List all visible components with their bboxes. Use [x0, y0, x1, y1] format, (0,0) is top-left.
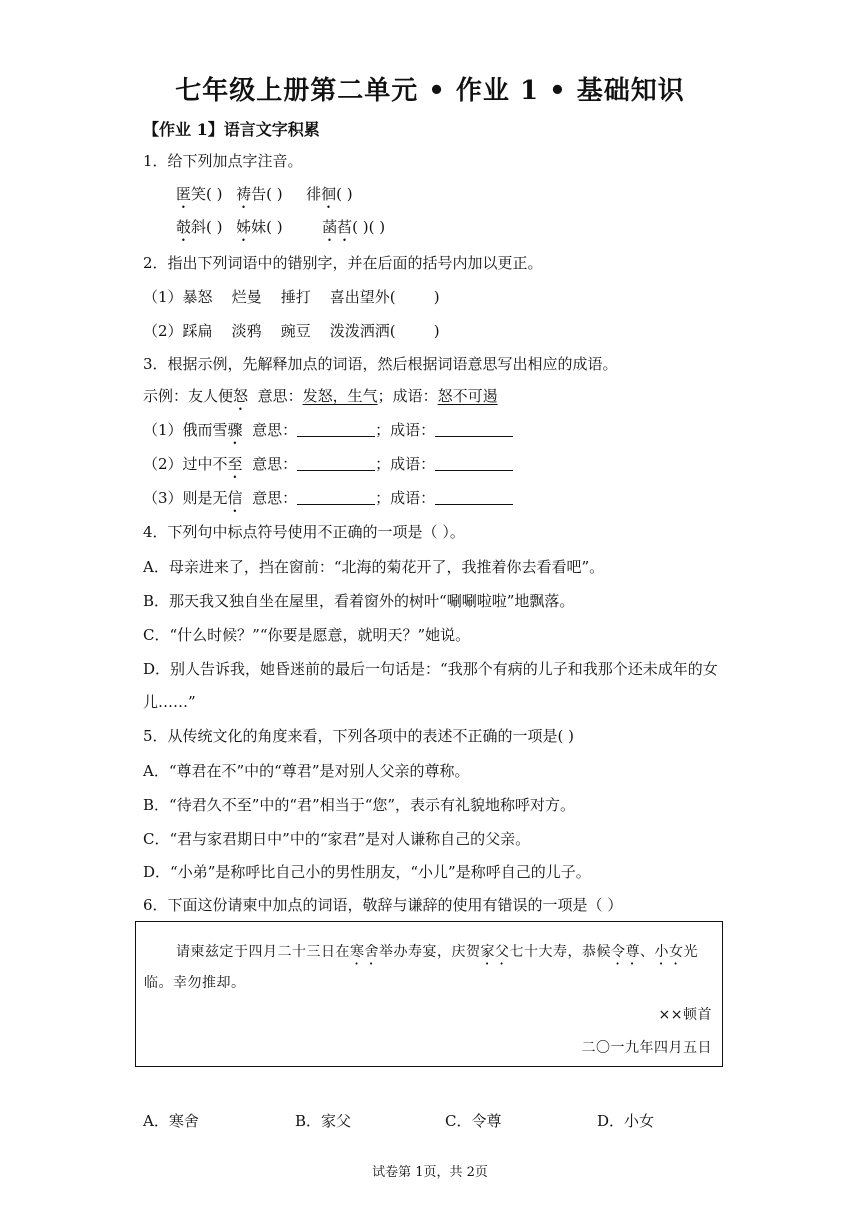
page-title: 七年级上册第二单元 • 作业 1 • 基础知识	[175, 76, 685, 106]
q5-option-d: D．“小弟”是称呼比自己小的男性朋友，“小儿”是称呼自己的儿子。	[143, 863, 591, 881]
answer-blank[interactable]	[435, 422, 513, 437]
q5-stem: 5．从传统文化的角度来看，下列各项中的表述不正确的一项是( )	[143, 727, 575, 745]
q5-option-a: A．“尊君在不”中的“尊君”是对别人父亲的尊称。	[143, 762, 470, 780]
q3-item: （3）则是无信 意思： ；成语：	[143, 488, 513, 516]
answer-blank[interactable]	[297, 490, 375, 505]
q4-option-b: B．那天我又独自坐在屋里，看着窗外的树叶“唰唰啦啦”地飘落。	[143, 592, 575, 610]
q4-option-c: C．“什么时候？”“你要是愿意，就明天？”她说。	[143, 626, 471, 644]
q6-stem: 6．下面这份请柬中加点的词语，敬辞与谦辞的使用有错误的一项是（ ）	[143, 896, 623, 914]
q5-option-b: B．“待君久不至”中的“君”相当于“您”，表示有礼貌地称呼对方。	[143, 796, 576, 814]
q3-stem: 3．根据示例，先解释加点的词语，然后根据词语意思写出相应的成语。	[143, 355, 618, 373]
q2-item: （2）踩扁 淡鸦 豌豆 泼泼洒洒( )	[143, 322, 440, 340]
page-footer: 试卷第 1页，共 2页	[372, 1165, 488, 1180]
answer-blank[interactable]	[297, 456, 375, 471]
example-meaning: 发怒，生气	[302, 387, 378, 405]
q1-item: 匿笑( )	[176, 185, 223, 203]
q6-option-d: D．小女	[597, 1112, 655, 1130]
q1-item: 菡萏( )( )	[322, 218, 386, 236]
invitation-line-1: 请柬兹定于四月二十三日在寒舍举办寿宴，庆贺家父七十大寿，恭候令尊、小女光	[176, 944, 698, 960]
q1-item: 姊妹( )	[236, 218, 283, 236]
q4-option-d: D．别人告诉我，她昏迷前的最后一句话是：“我那个有病的儿子和我那个还未成年的女	[143, 660, 718, 678]
q1-row2	[176, 217, 385, 245]
q3-item: （1）俄而雪骤 意思： ；成语：	[143, 420, 513, 448]
q6-option-a: A．寒舍	[143, 1112, 199, 1130]
q2-item: （1）暴怒 烂曼 捶打 喜出望外( )	[143, 288, 440, 306]
answer-blank[interactable]	[435, 490, 513, 505]
invitation-signature: ××顿首	[658, 1007, 712, 1023]
q6-option-c: C．令尊	[445, 1112, 502, 1130]
q3-example: 示例：友人便怒 意思：发怒，生气；成语：怒不可遏	[143, 387, 498, 405]
q2-stem: 2．指出下列词语中的错别字，并在后面的括号内加以更正。	[143, 254, 543, 272]
q4-option-a: A．母亲进来了，挡在窗前：“北海的菊花开了，我推着你去看看吧”。	[143, 558, 605, 576]
q5-option-c: C．“君与家君期日中”中的“家君”是对人谦称自己的父亲。	[143, 830, 531, 848]
q1-row1	[176, 184, 353, 212]
q3-item: （2）过中不至 意思： ；成语：	[143, 454, 513, 482]
invitation-date: 二〇一九年四月五日	[581, 1040, 712, 1056]
q6-option-b: B．家父	[295, 1112, 352, 1130]
invitation-box	[135, 921, 723, 1067]
q1-item: 徘徊( )	[306, 185, 353, 203]
q1-stem: 1．给下列加点字注音。	[143, 152, 303, 170]
section-heading: 【作业 1】语言文字积累	[143, 120, 320, 139]
q4-stem: 4．下列句中标点符号使用不正确的一项是（ ）。	[143, 523, 465, 541]
q1-item: 攲斜( )	[176, 218, 223, 236]
q1-item: 祷告( )	[236, 185, 283, 203]
answer-blank[interactable]	[435, 456, 513, 471]
q4-option-d-cont: 儿……”	[143, 693, 196, 711]
example-idiom: 怒不可遏	[437, 387, 498, 405]
answer-blank[interactable]	[297, 422, 375, 437]
invitation-line-2: 临。幸勿推却。	[144, 975, 246, 991]
